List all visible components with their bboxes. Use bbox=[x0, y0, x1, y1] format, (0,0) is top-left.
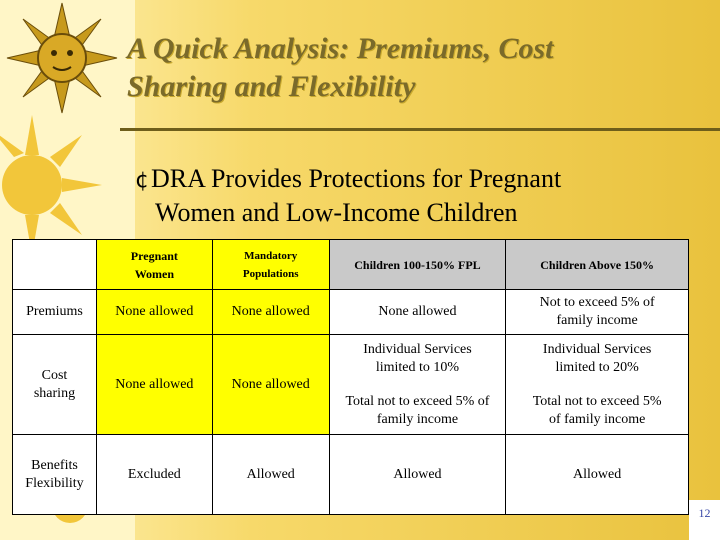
dra-protections-table bbox=[12, 239, 689, 515]
cell-premiums-mandatory: None allowed bbox=[212, 290, 329, 335]
cell-premiums-children-above-150: Not to exceed 5% of family income bbox=[506, 290, 689, 335]
row-label-cost-sharing: Cost sharing bbox=[13, 335, 97, 435]
header-children-above-150: Children Above 150% bbox=[506, 240, 689, 290]
header-mandatory-populations: Mandatory Populations bbox=[212, 240, 329, 290]
title-divider bbox=[120, 128, 720, 131]
bullet-point: ¢DRA Provides Protections for Pregnant Women and Low-Income Children bbox=[135, 164, 562, 227]
table-row-benefits-flexibility bbox=[13, 435, 689, 515]
cell-benefits-children-100-150: Allowed bbox=[329, 435, 506, 515]
slide-title: A Quick Analysis: Premiums, Cost Sharing and Flexibility bbox=[127, 32, 554, 103]
table-row-premiums bbox=[13, 290, 689, 335]
cell-premiums-children-100-150: None allowed bbox=[329, 290, 506, 335]
header-children-100-150: Children 100-150% FPL bbox=[329, 240, 506, 290]
cell-cost-sharing-pregnant: None allowed bbox=[96, 335, 212, 435]
header-pregnant-women: Pregnant Women bbox=[96, 240, 212, 290]
bullet-icon: ¢ bbox=[135, 168, 149, 193]
cell-premiums-pregnant: None allowed bbox=[96, 290, 212, 335]
table-corner-cell bbox=[13, 240, 97, 290]
row-label-premiums: Premiums bbox=[13, 290, 97, 335]
page-number: 12 bbox=[689, 500, 720, 540]
cell-cost-sharing-mandatory: None allowed bbox=[212, 335, 329, 435]
table-row-cost-sharing bbox=[13, 335, 689, 435]
table-header-row bbox=[13, 240, 689, 290]
cell-cost-sharing-children-above-150: Individual Services limited to 20% Total not to exceed 5% of family income bbox=[506, 335, 689, 435]
cell-cost-sharing-children-100-150: Individual Services limited to 10% Total not to exceed 5% of family income bbox=[329, 335, 506, 435]
cell-benefits-children-above-150: Allowed bbox=[506, 435, 689, 515]
row-label-benefits-flexibility: Benefits Flexibility bbox=[13, 435, 97, 515]
cell-benefits-mandatory: Allowed bbox=[212, 435, 329, 515]
sun-face-icon bbox=[7, 3, 117, 113]
cell-benefits-pregnant: Excluded bbox=[96, 435, 212, 515]
